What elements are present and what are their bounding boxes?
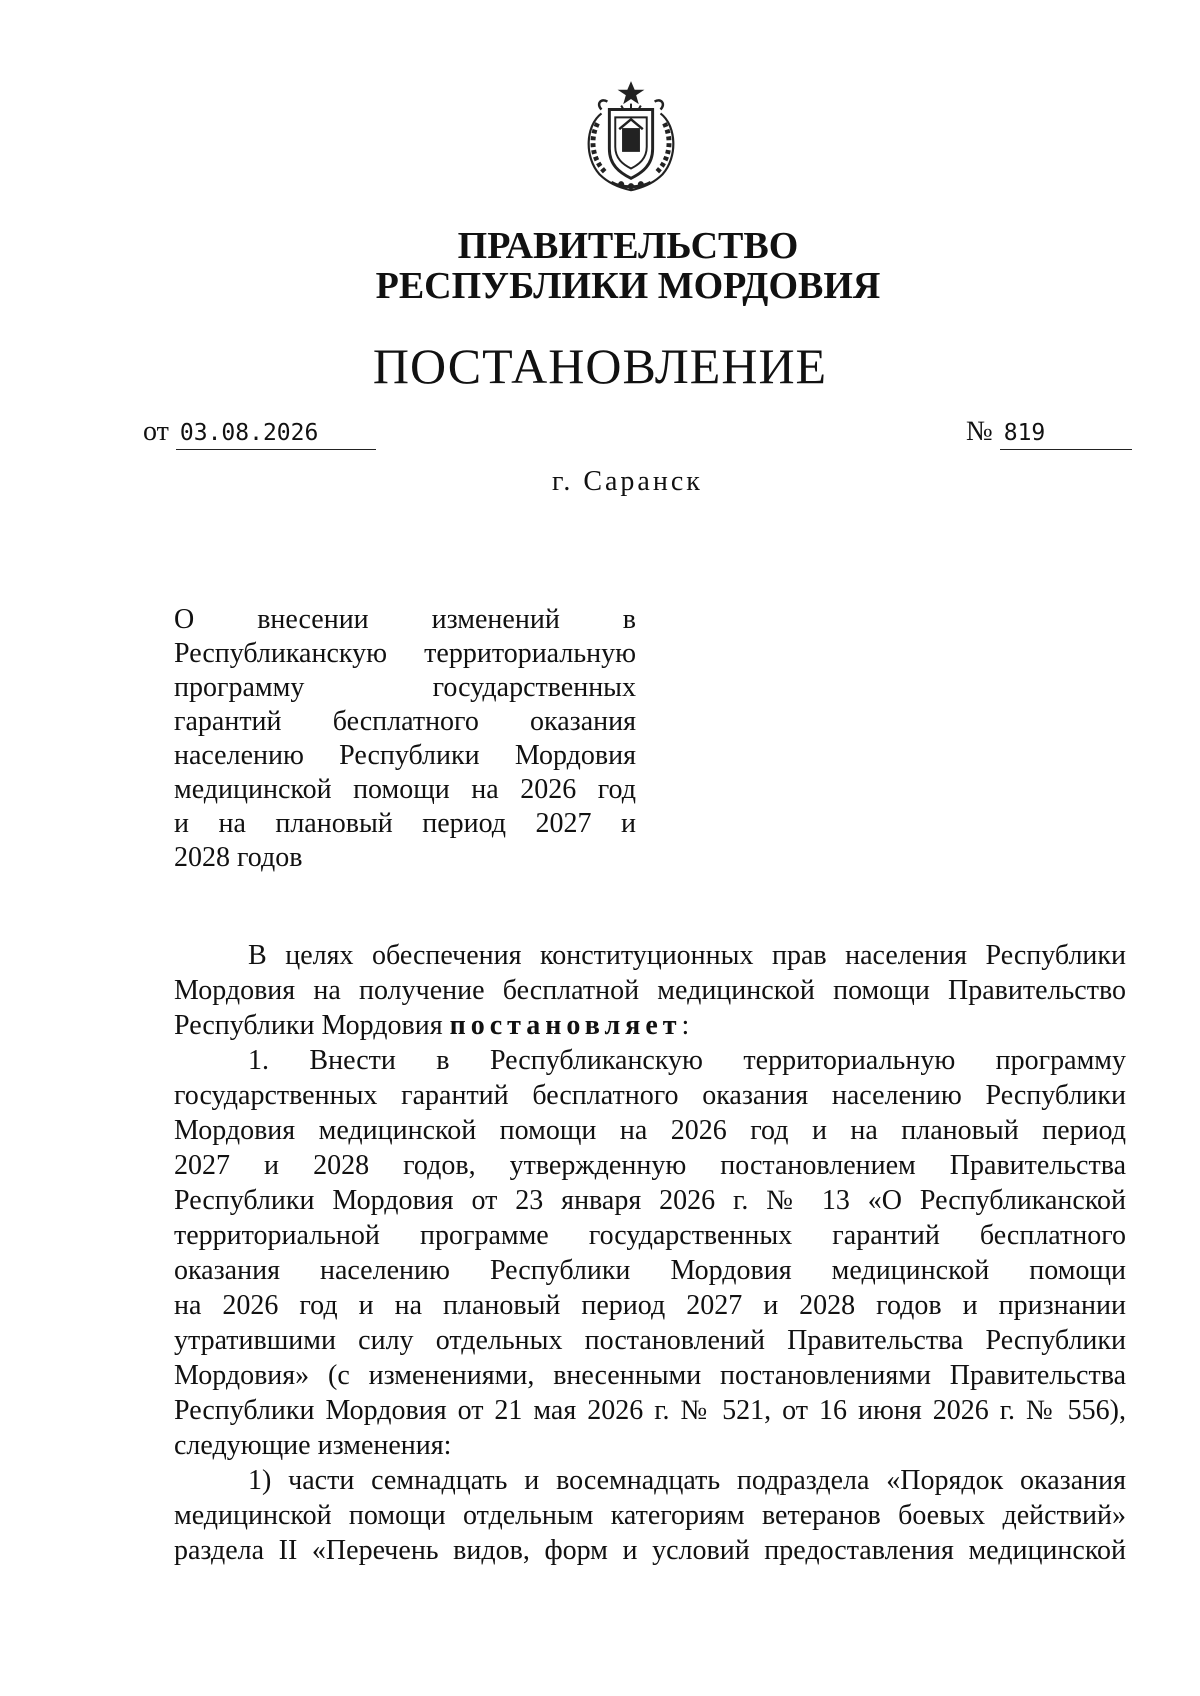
body-paragraph-line: 2027 и 2028 годов, утвержденную постановлением Правительства <box>174 1150 1126 1181</box>
number-prefix: № <box>966 416 993 447</box>
body-paragraph-line: утратившими силу отдельных постановлений Правительства Республики <box>174 1325 1126 1356</box>
body-paragraph-line: следующие изменения: <box>174 1430 452 1461</box>
body-paragraph-line: на 2026 год и на плановый период 2027 и 2028 годов и признании <box>174 1290 1126 1321</box>
body-paragraph-line: Мордовия медицинской помощи на 2026 год и на плановый период <box>174 1115 1126 1146</box>
body-paragraph-line: медицинской помощи отдельным категориям ветеранов боевых действий» <box>174 1500 1126 1531</box>
body-paragraph-line: оказания населению Республики Мордовия медицинской помощи <box>174 1255 1126 1286</box>
number-row <box>966 416 1132 450</box>
subject-line: и на плановый период 2027 и <box>174 808 636 839</box>
subject-line: 2028 годов <box>174 842 303 873</box>
body-paragraph-line: раздела II «Перечень видов, форм и условий предоставления медицинской <box>174 1535 1126 1566</box>
body-paragraph-line: 1) части семнадцать и восемнадцать подраздела «Порядок оказания <box>248 1465 1126 1496</box>
resolution-keyword: постановляет <box>449 1010 682 1041</box>
body-paragraph-line: 1. Внести в Республиканскую территориальную программу <box>248 1045 1126 1076</box>
body-paragraph-line <box>174 1008 1126 1043</box>
body-paragraph-line: территориальной программе государственных гарантий бесплатного <box>174 1220 1126 1251</box>
body-paragraph-line: Республики Мордовия от 21 мая 2026 г. № 521, от 16 июня 2026 г. № 556), <box>174 1395 1126 1426</box>
document-type-title: ПОСТАНОВЛЕНИЕ <box>372 338 828 394</box>
body-paragraph-line: Республики Мордовия от 23 января 2026 г. № 13 «О Республиканской <box>174 1185 1126 1216</box>
body-paragraph-line: Мордовия» (с изменениями, внесенными постановлениями Правительства <box>174 1360 1126 1391</box>
subject-line: гарантий бесплатного оказания <box>174 706 636 737</box>
document-subject <box>174 603 636 875</box>
number-value: 819 <box>1000 417 1132 450</box>
date-row <box>143 416 376 450</box>
date-prefix: от <box>143 416 169 447</box>
subject-line: населению Республики Мордовия <box>174 740 636 771</box>
city-name: г. Саранск <box>552 466 703 497</box>
body-paragraph-line: В целях обеспечения конституционных прав населения Республики <box>248 940 1126 971</box>
body-paragraph-line: Мордовия на получение бесплатной медицинской помощи Правительство <box>174 975 1126 1006</box>
subject-line: медицинской помощи на 2026 год <box>174 774 636 805</box>
government-title-line1: ПРАВИТЕЛЬСТВО <box>457 225 799 267</box>
body-text: Республики Мордовия <box>174 1010 450 1041</box>
body-paragraph-line: государственных гарантий бесплатного оказания населению Республики <box>174 1080 1126 1111</box>
subject-line: О внесении изменений в <box>174 604 636 635</box>
coat-of-arms-emblem <box>572 80 690 198</box>
document-body <box>174 938 1126 1568</box>
government-title-line2: РЕСПУБЛИКИ МОРДОВИЯ <box>375 265 881 307</box>
subject-line: программу государственных <box>174 672 636 703</box>
subject-line: Республиканскую территориальную <box>174 638 636 669</box>
body-text: : <box>681 1010 690 1041</box>
date-value: 03.08.2026 <box>176 417 376 450</box>
